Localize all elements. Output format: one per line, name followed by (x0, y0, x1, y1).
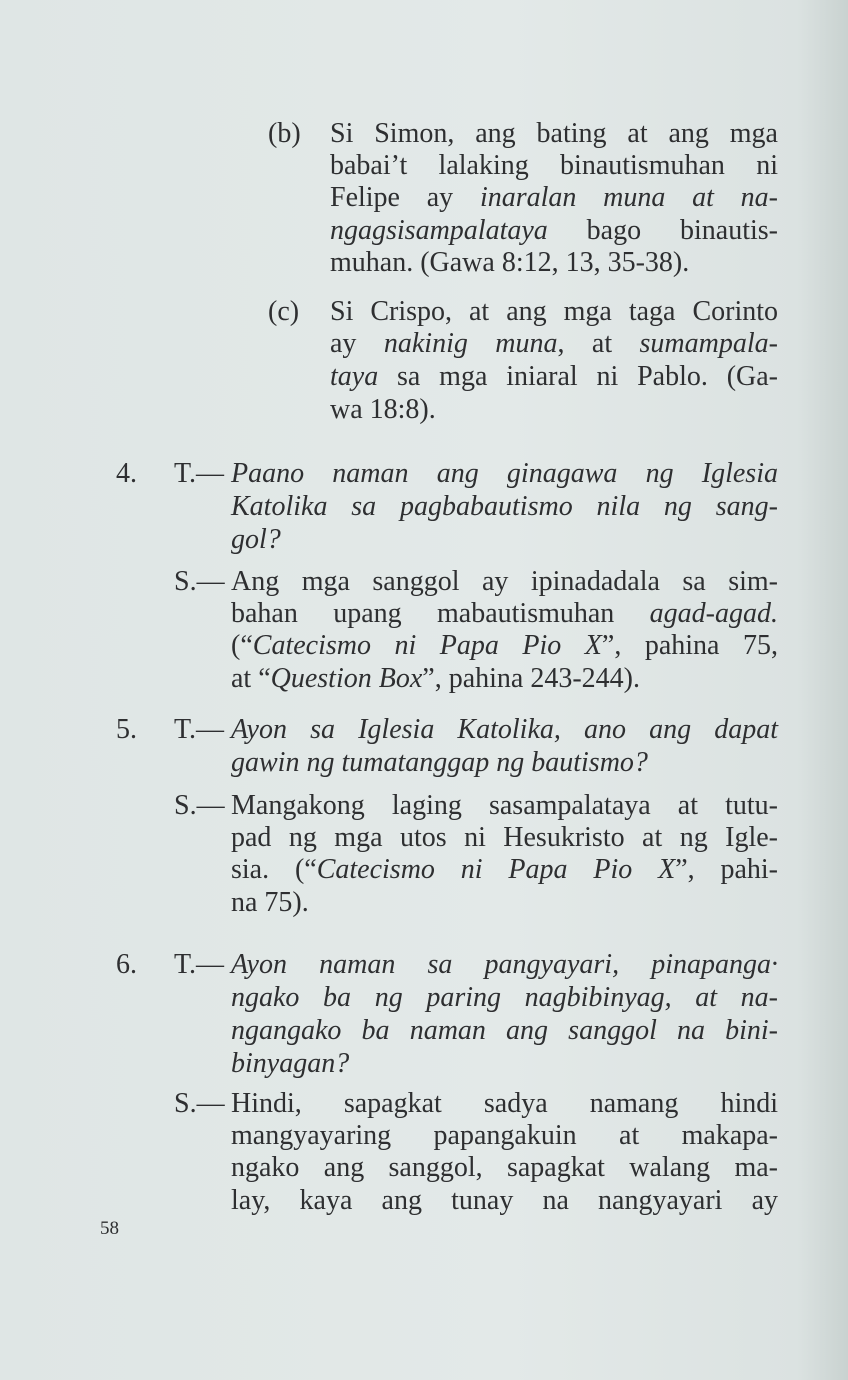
item-label-c: (c) (268, 296, 300, 327)
answer-line: (“Catecismo ni Papa Pio X”, pahina 75, (231, 630, 778, 661)
question-line: Ayon naman sa pangyayari, pinapanga· (231, 949, 778, 980)
answer-line: sia. (“Catecismo ni Papa Pio X”, pahi- (231, 854, 779, 885)
text-line: taya sa mga iniaral ni Pablo. (Ga- (330, 361, 778, 392)
question-line: Ayon sa Iglesia Katolika, ano ang dapat (231, 714, 778, 745)
question-prefix: T.— (174, 458, 225, 489)
answer-line: Mangakong laging sasampalataya at tutu- (231, 790, 778, 821)
question-prefix: T.— (174, 949, 225, 980)
answer-line: mangyayaring papangakuin at makapa- (231, 1120, 778, 1151)
question-number: 6. (116, 949, 137, 980)
question-line: ngako ba ng paring nagbibinyag, at na- (231, 982, 778, 1013)
text-line: ngagsisampalataya bago binautis- (330, 215, 778, 246)
question-number: 5. (116, 714, 137, 745)
text-line: Felipe ay inaralan muna at na- (330, 182, 778, 213)
question-line: gawin ng tumatanggap ng bautismo? (231, 747, 648, 778)
question-line: Katolika sa pagbabautismo nila ng sang- (231, 491, 778, 522)
answer-line: Hindi, sapagkat sadya namang hindi (231, 1088, 778, 1119)
answer-prefix: S.— (174, 566, 225, 597)
answer-line: pad ng mga utos ni Hesukristo at ng Igle- (231, 822, 778, 853)
text-line: Si Simon, ang bating at ang mga (330, 118, 778, 149)
answer-line: na 75). (231, 887, 309, 918)
answer-prefix: S.— (174, 790, 225, 821)
text-line: Si Crispo, at ang mga taga Corinto (330, 296, 778, 327)
question-line: gol? (231, 524, 281, 555)
answer-line: ngako ang sanggol, sapagkat walang ma- (231, 1152, 778, 1183)
text-line: babai’t lalaking binautismuhan ni (330, 150, 778, 181)
text-line: wa 18:8). (330, 394, 436, 425)
page-number: 58 (100, 1218, 119, 1239)
text-line: ay nakinig muna, at sumampala- (330, 328, 778, 359)
text-line: muhan. (Gawa 8:12, 13, 35-38). (330, 247, 690, 278)
question-line: binyagan? (231, 1048, 350, 1079)
question-line: ngangako ba naman ang sanggol na bini- (231, 1015, 778, 1046)
answer-line: Ang mga sanggol ay ipinadadala sa sim- (231, 566, 778, 597)
question-line: Paano naman ang ginagawa ng Iglesia (231, 458, 778, 489)
answer-line: at “Question Box”, pahina 243-244). (231, 663, 640, 694)
question-prefix: T.— (174, 714, 225, 745)
answer-prefix: S.— (174, 1088, 225, 1119)
answer-line: lay, kaya ang tunay na nangyayari ay (231, 1185, 778, 1216)
answer-line: bahan upang mabautismuhan agad-agad. (231, 598, 778, 629)
question-number: 4. (116, 458, 137, 489)
item-label-b: (b) (268, 118, 301, 149)
